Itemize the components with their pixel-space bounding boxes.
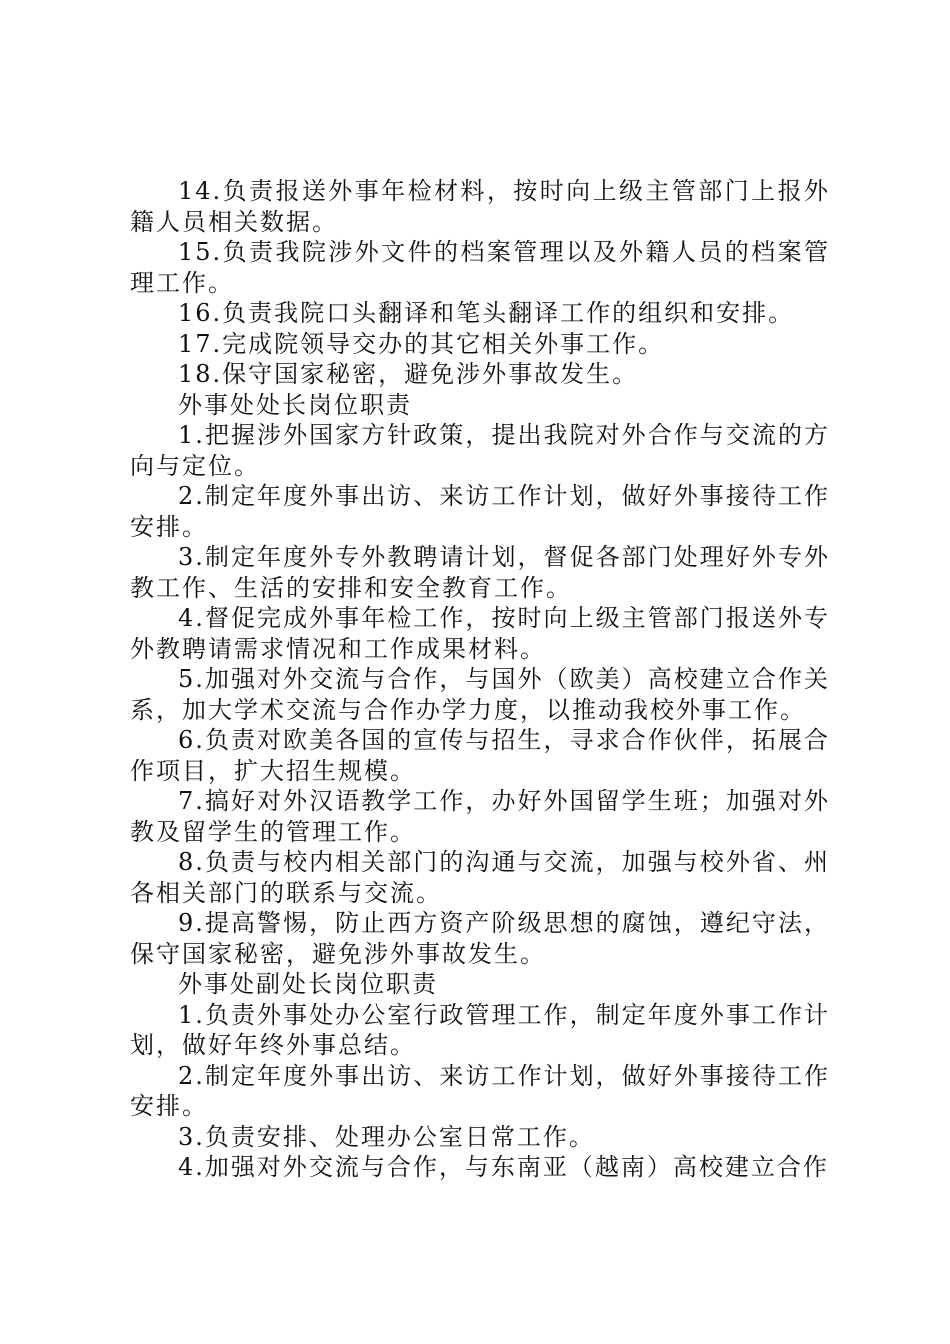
paragraph-item-18: 18.保守国家秘密，避免涉外事故发生。 (178, 360, 639, 388)
director-duty-8: 8.负责与校内相关部门的沟通与交流，加强与校外省、州各相关部门的联系与交流。 (130, 848, 830, 907)
deputy-duty-4: 4.加强对外交流与合作，与东南亚（越南）高校建立合作 (178, 1153, 829, 1181)
section-heading-deputy-director: 外事处副处长岗位职责 (178, 970, 438, 998)
paragraph-item-17: 17.完成院领导交办的其它相关外事工作。 (178, 329, 665, 358)
section-heading-director: 外事处处长岗位职责 (178, 390, 412, 419)
director-duty-6: 6.负责对欧美各国的宣传与招生，寻求合作伙伴，拓展合作项目，扩大招生规模。 (130, 726, 830, 785)
paragraph-item-16: 16.负责我院口头翻译和笔头翻译工作的组织和安排。 (178, 299, 795, 327)
director-duty-9: 9.提高警惕，防止西方资产阶级思想的腐蚀，遵纪守法，保守国家秘密，避免涉外事故发生。 (130, 909, 830, 968)
deputy-duty-1: 1.负责外事处办公室行政管理工作，制定年度外事工作计划，做好年终外事总结。 (130, 1000, 830, 1059)
director-duty-7: 7.搞好对外汉语教学工作，办好外国留学生班；加强对外教及留学生的管理工作。 (130, 787, 830, 846)
director-duty-2: 2.制定年度外事出访、来访工作计划，做好外事接待工作安排。 (130, 482, 830, 541)
director-duty-4: 4.督促完成外事年检工作，按时向上级主管部门报送外专外教聘请需求情况和工作成果材料。 (130, 604, 830, 663)
paragraph-item-14: 14.负责报送外事年检材料，按时向上级主管部门上报外籍人员相关数据。 (130, 177, 830, 236)
paragraph-item-15: 15.负责我院涉外文件的档案管理以及外籍人员的档案管理工作。 (130, 238, 830, 297)
document-body (130, 176, 830, 1183)
deputy-duty-3: 3.负责安排、处理办公室日常工作。 (178, 1122, 595, 1151)
director-duty-3: 3.制定年度外专外教聘请计划，督促各部门处理好外专外教工作、生活的安排和安全教育工作。 (130, 543, 830, 602)
director-duty-1: 1.把握涉外国家方针政策，提出我院对外合作与交流的方向与定位。 (130, 421, 830, 480)
deputy-duty-2: 2.制定年度外事出访、来访工作计划，做好外事接待工作安排。 (130, 1061, 830, 1120)
director-duty-5: 5.加强对外交流与合作，与国外（欧美）高校建立合作关系，加大学术交流与合作办学力度，以推动我校外事工作。 (130, 665, 830, 724)
